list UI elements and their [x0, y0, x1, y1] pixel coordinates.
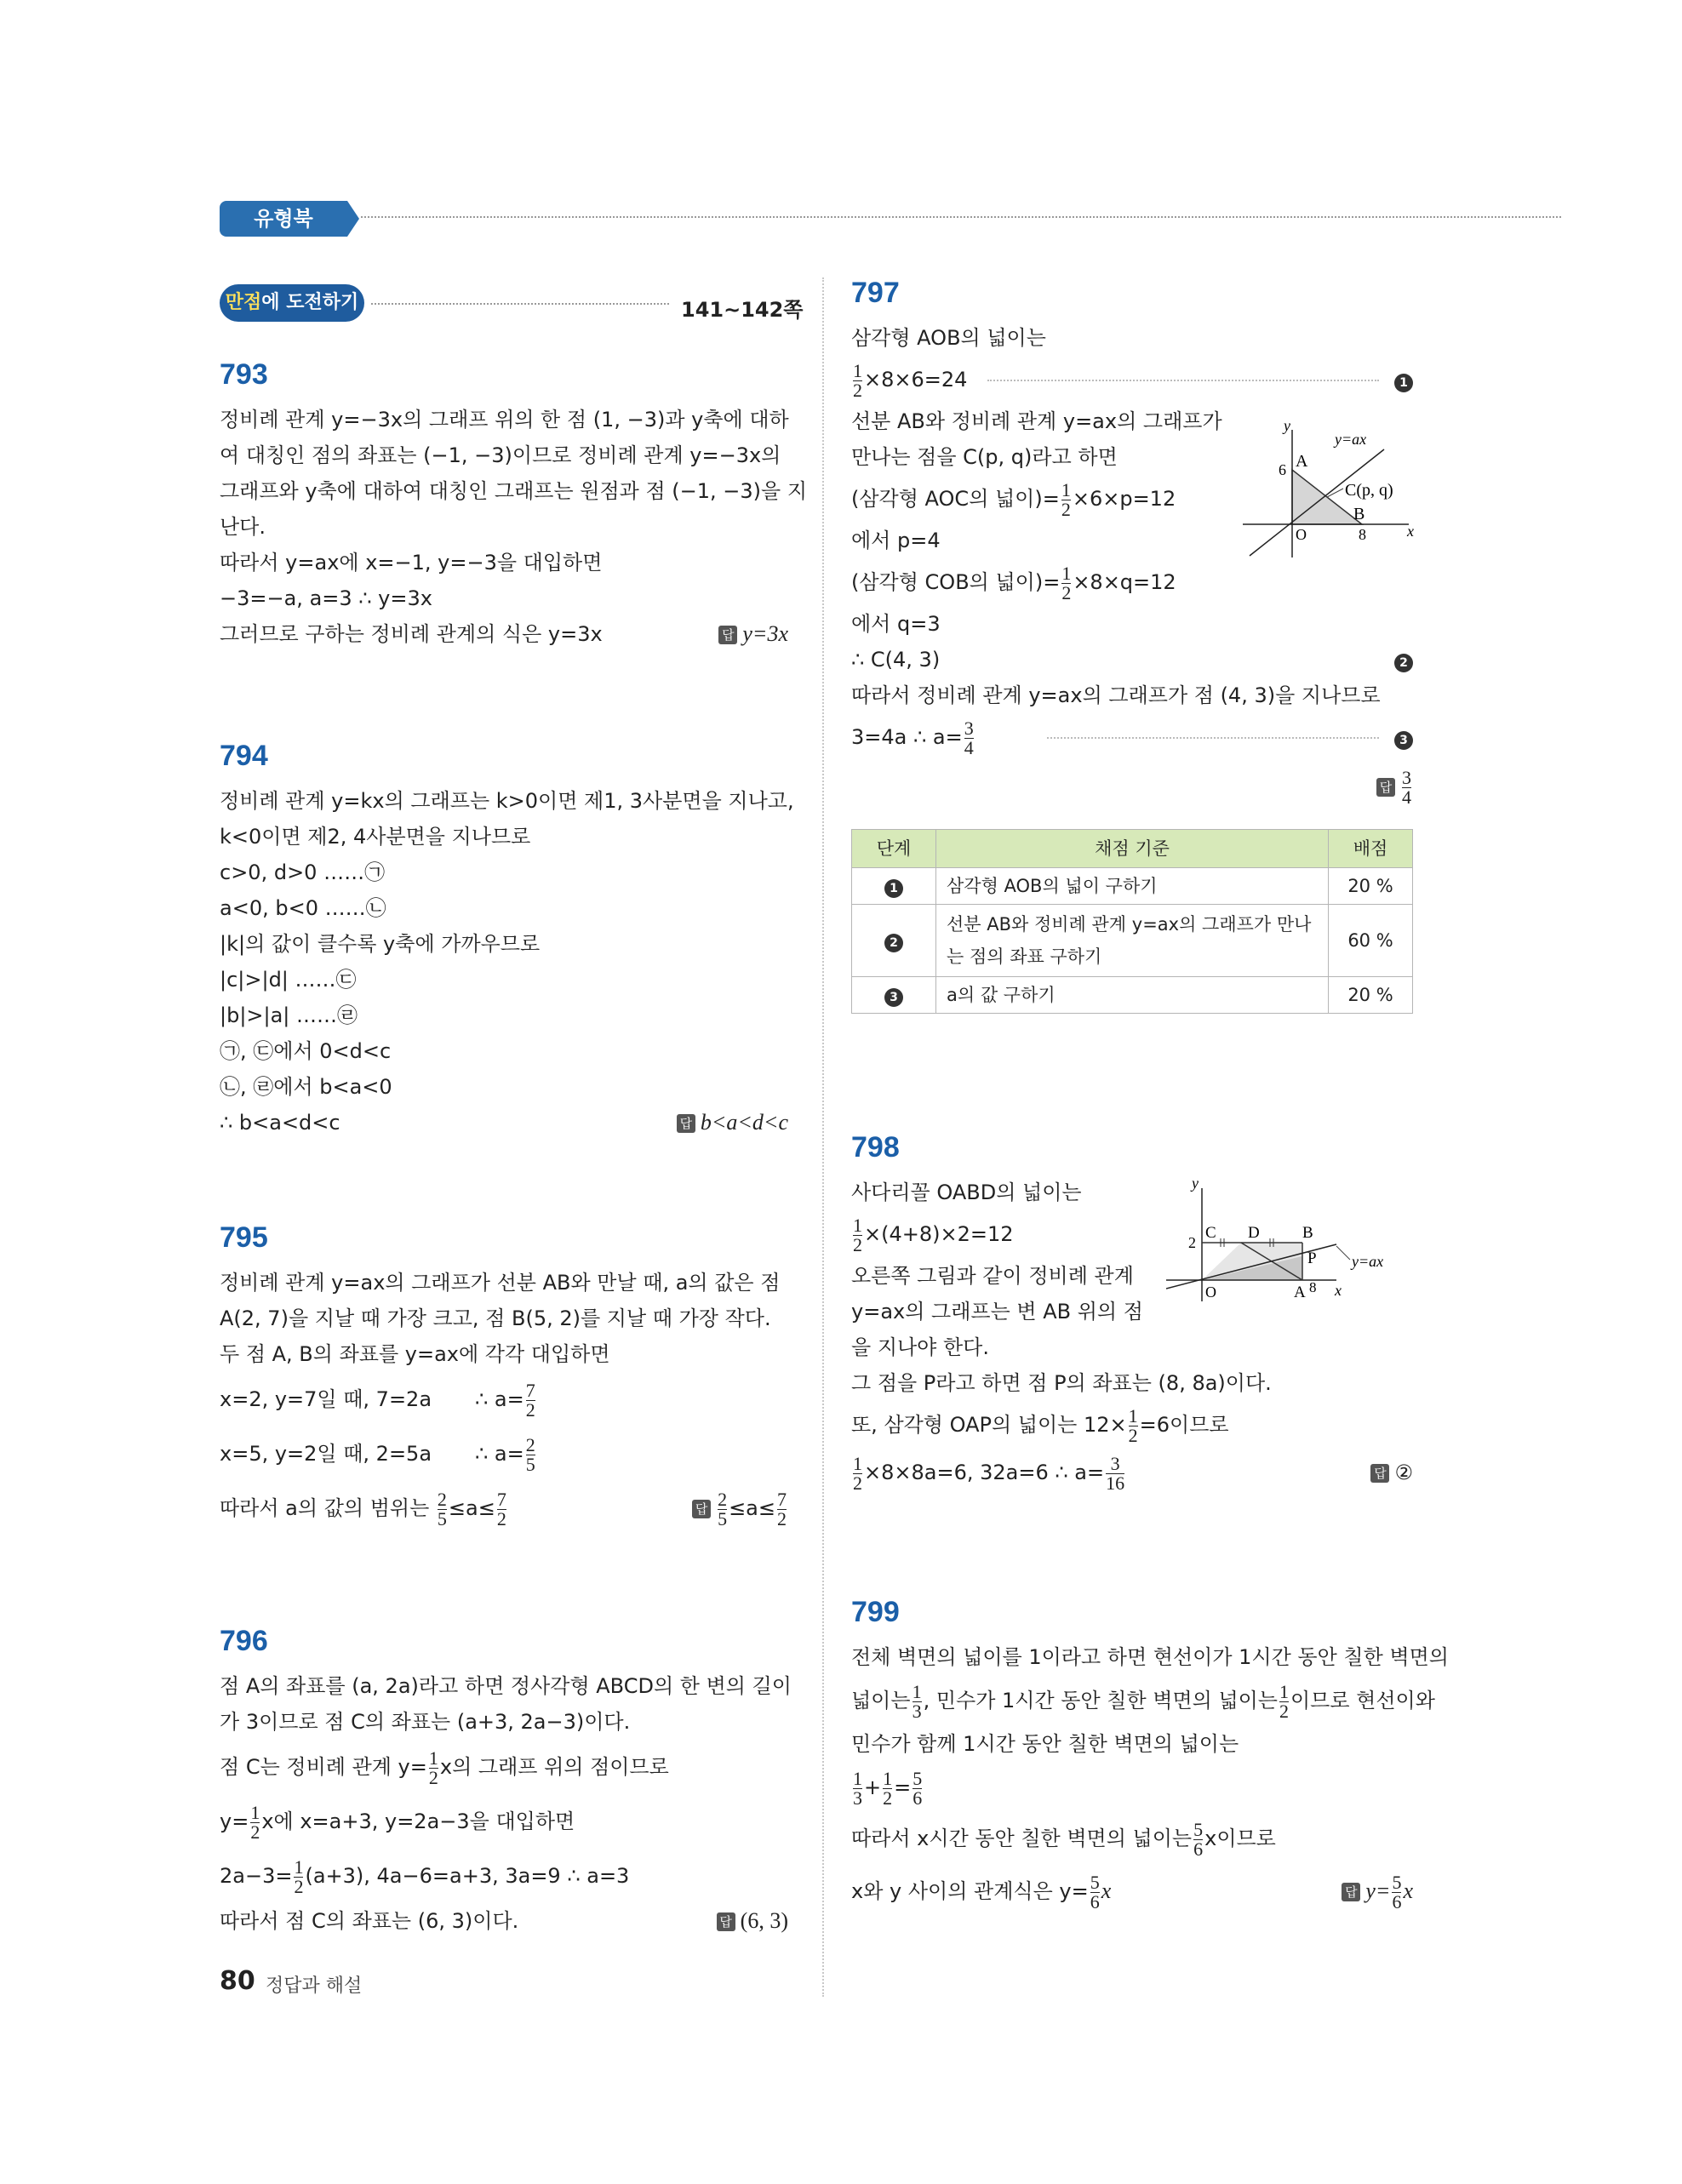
- equation-left: x=2, y=7일 때, 7=2a: [220, 1387, 432, 1411]
- text-part: (삼각형 COB의 넓이)=: [851, 570, 1061, 594]
- answer-value: b<a<d<c: [700, 1110, 788, 1135]
- numerator: 1: [853, 1767, 862, 1789]
- column-divider: [822, 277, 824, 1997]
- text-line-with-answer: [220, 1903, 788, 1939]
- denominator: 2: [1061, 498, 1071, 520]
- denominator: 5: [525, 1453, 535, 1475]
- answer-value: (6, 3): [740, 1908, 788, 1933]
- text-line: [851, 1675, 1435, 1726]
- numerator: 3: [964, 717, 974, 739]
- step-circle: 3: [884, 988, 903, 1007]
- numerator: 7: [777, 1488, 787, 1510]
- leader-dots: [1047, 737, 1379, 739]
- text-line: 두 점 A, B의 좌표를 y=ax에 각각 대입하면: [220, 1342, 610, 1366]
- table-cell: [852, 905, 936, 977]
- text-part: x의 그래프 위의 점이므로: [439, 1755, 669, 1779]
- pill-label: 에 도전하기: [261, 292, 359, 313]
- step-circle: 1: [884, 879, 903, 898]
- numerator: 1: [1061, 478, 1071, 500]
- text-line: 점 A의 좌표를 (a, 2a)라고 하면 정사각형 ABCD의 한 변의 길이: [220, 1674, 792, 1698]
- text-line: 난다.: [220, 515, 266, 539]
- fraction: [1128, 1404, 1138, 1446]
- text-line: ∴ b<a<d<c: [220, 1111, 340, 1135]
- denominator: 3: [853, 1787, 862, 1809]
- tick-8: 8: [1359, 526, 1366, 543]
- step-circle: 3: [1394, 731, 1413, 750]
- text-part: 점 C는 정비례 관계 y=: [220, 1755, 427, 1779]
- problem-number: 795: [220, 1221, 268, 1254]
- problem-795: [220, 1219, 788, 1535]
- point-p-label: P: [1307, 1249, 1317, 1267]
- text-line: [851, 356, 1413, 403]
- pill-highlight: 만점: [225, 292, 262, 313]
- answer-badge: 답: [1370, 1464, 1389, 1483]
- text-line: 선분 AB와 정비례 관계 y=ax의 그래프가: [851, 409, 1222, 433]
- equation-line: [851, 1762, 1413, 1813]
- text-line: [851, 1401, 1413, 1449]
- answer-badge: 답: [718, 626, 737, 644]
- fraction: [497, 1490, 506, 1529]
- problem-797: [851, 274, 1413, 1014]
- denominator: 2: [777, 1507, 787, 1529]
- cell-line: 는 점의 좌표 구하기: [947, 946, 1102, 967]
- numerator: 2: [718, 1488, 728, 1510]
- graph-797: [1234, 417, 1422, 562]
- table-header: 배점: [1329, 830, 1413, 868]
- point-c-label: C: [1205, 1224, 1216, 1242]
- problem-number: 797: [851, 277, 900, 309]
- text-line: [851, 642, 1413, 677]
- text-part: ×8×6=24: [864, 368, 968, 392]
- numerator: 5: [1090, 1871, 1100, 1893]
- problem-number: 799: [851, 1596, 900, 1628]
- tick-6: 6: [1279, 461, 1286, 478]
- fraction: [883, 1769, 892, 1808]
- fraction: [912, 1680, 922, 1722]
- range-text: 따라서 a의 값의 범위는: [220, 1496, 430, 1520]
- numerator: 1: [250, 1801, 260, 1823]
- denominator: 2: [496, 1507, 506, 1529]
- tick-8: 8: [1309, 1279, 1317, 1295]
- operator: =: [894, 1775, 912, 1799]
- denominator: 2: [853, 1472, 862, 1494]
- denominator: 3: [912, 1700, 922, 1722]
- numerator: 1: [1061, 562, 1072, 584]
- origin-label: O: [1205, 1284, 1216, 1301]
- answer-badge: 답: [677, 1114, 695, 1133]
- problem-number: 798: [851, 1131, 900, 1163]
- step-2-marker: [1394, 642, 1413, 677]
- problem-794: [220, 737, 794, 1141]
- text-line: |k|의 값이 클수록 y축에 가까우므로: [220, 932, 541, 956]
- header-rule: [361, 216, 1561, 218]
- denominator: 2: [1279, 1700, 1289, 1722]
- denominator: 2: [525, 1398, 535, 1421]
- axis-label-y: y: [1192, 1178, 1199, 1192]
- text-line: 정비례 관계 y=kx의 그래프는 k>0이면 제1, 3사분면을 지나고,: [220, 789, 794, 813]
- axis-label-x: x: [1335, 1282, 1342, 1299]
- text-line: 민수가 함께 1시간 동안 칠한 벽면의 넓이는: [851, 1732, 1239, 1756]
- point-b-label: B: [1353, 505, 1365, 523]
- point-a-label: A: [1294, 1284, 1306, 1301]
- answer: [718, 616, 788, 652]
- scoring-table-wrap: [851, 829, 1413, 1014]
- equation-left: x=5, y=2일 때, 2=5a: [220, 1442, 432, 1466]
- leader-line: [1336, 1246, 1350, 1260]
- text-line: ㉡, ㉣에서 b<a<0: [220, 1075, 392, 1099]
- answer: [1342, 1864, 1413, 1918]
- table-row: [852, 868, 1413, 905]
- denominator: 6: [913, 1787, 923, 1809]
- denominator: 2: [294, 1875, 304, 1897]
- text-part: (a+3), 4a−6=a+3, 3a=9 ∴ a=3: [305, 1864, 630, 1888]
- text-line: [220, 1740, 788, 1794]
- text-line-with-answer: [851, 1864, 1413, 1918]
- text-line: 에서 q=3: [851, 612, 941, 636]
- answer-badge: 답: [1376, 778, 1395, 797]
- step-3-marker: [1394, 713, 1413, 761]
- numerator: 1: [912, 1680, 922, 1702]
- line-label: y=ax: [1335, 431, 1367, 448]
- answer-value: x: [1403, 1878, 1413, 1903]
- text-line: 오른쪽 그림과 같이 정비례 관계: [851, 1264, 1134, 1288]
- denominator: 2: [853, 1233, 862, 1255]
- text-line: 그 점을 P라고 하면 점 P의 좌표는 (8, 8a)이다.: [851, 1371, 1272, 1395]
- text-part: ∴ C(4, 3): [851, 648, 941, 672]
- denominator: 2: [428, 1766, 438, 1788]
- origin-label: O: [1296, 526, 1307, 543]
- text-line: 여 대칭인 점의 좌표는 (−1, −3)이므로 정비례 관계 y=−3x의: [220, 443, 781, 467]
- fraction: [1392, 1873, 1401, 1912]
- denominator: 2: [1128, 1424, 1138, 1446]
- fraction: [853, 1452, 862, 1494]
- denominator: 2: [883, 1787, 893, 1809]
- denominator: 5: [437, 1507, 447, 1529]
- numerator: 5: [1392, 1871, 1402, 1893]
- problem-number: 793: [220, 358, 268, 391]
- numerator: 1: [1279, 1680, 1289, 1702]
- fraction: [438, 1490, 447, 1529]
- denominator: 6: [1090, 1890, 1100, 1912]
- answer: [1370, 1449, 1413, 1496]
- text-part: x와 y 사이의 관계식은 y=: [851, 1879, 1089, 1903]
- text-line: a<0, b<0 ……㉡: [220, 896, 386, 920]
- fraction: [250, 1801, 260, 1843]
- text-line: 전체 벽면의 넓이를 1이라고 하면 현선이가 1시간 동안 칠한 벽면의: [851, 1645, 1449, 1669]
- fraction: [1106, 1452, 1125, 1494]
- text-line: y=ax의 그래프는 변 AB 위의 점: [851, 1300, 1143, 1324]
- table-row: [852, 905, 1413, 977]
- table-cell: 20 %: [1329, 977, 1413, 1014]
- axis-label-x: x: [1407, 523, 1414, 540]
- denominator: 5: [718, 1507, 728, 1529]
- text-line-with-answer: [851, 1449, 1413, 1496]
- text-line: [851, 1813, 1413, 1864]
- text-line: 가 3이므로 점 C의 좌표는 (a+3, 2a−3)이다.: [220, 1710, 631, 1734]
- leader-dots: [987, 380, 1379, 381]
- numerator: 7: [525, 1379, 535, 1401]
- text-part: ×6×p=12: [1072, 487, 1176, 511]
- text-line: 만나는 점을 C(p, q)라고 하면: [851, 445, 1118, 469]
- answer: [692, 1481, 788, 1535]
- numerator: 1: [428, 1747, 438, 1769]
- numerator: 1: [853, 359, 862, 381]
- numerator: 2: [437, 1488, 447, 1510]
- text-line-with-answer: [220, 1481, 788, 1535]
- text-line: 을 지나야 한다.: [851, 1335, 989, 1359]
- section-tag: 유형북: [220, 201, 347, 237]
- fraction: [913, 1769, 922, 1808]
- axis-label-y: y: [1284, 417, 1290, 434]
- text-line-with-answer: [220, 616, 788, 652]
- numerator: 2: [525, 1433, 535, 1455]
- text-line: [220, 1794, 788, 1849]
- page-range: 141~142쪽: [681, 298, 804, 322]
- scoring-table: [851, 829, 1413, 1014]
- pill-rule: [371, 303, 669, 305]
- denominator: 4: [964, 736, 974, 758]
- section-tag-arrow: [347, 201, 359, 237]
- text-line: 정비례 관계 y=−3x의 그래프 위의 한 점 (1, −3)과 y축에 대하: [220, 408, 789, 432]
- point-c-label: C(p, q): [1345, 481, 1393, 500]
- answer: [717, 1903, 788, 1939]
- equation-text: ∴ a=: [475, 1387, 524, 1411]
- numerator: 1: [883, 1767, 893, 1789]
- problem-799: [851, 1593, 1449, 1918]
- fraction: [853, 1216, 862, 1255]
- text-part: x이므로: [1204, 1827, 1276, 1850]
- text-line: 정비례 관계 y=ax의 그래프가 선분 AB와 만날 때, a의 값은 점: [220, 1271, 781, 1295]
- numerator: 1: [853, 1214, 862, 1236]
- line-label: y=ax: [1352, 1253, 1384, 1270]
- answer-value: y=: [1365, 1878, 1391, 1903]
- text-line: 따라서 정비례 관계 y=ax의 그래프가 점 (4, 3)을 지나므로: [851, 683, 1381, 707]
- text-line: |c|>|d| ……㉢: [220, 968, 357, 992]
- answer-badge: 답: [1342, 1883, 1360, 1901]
- text-part: y=: [220, 1810, 249, 1833]
- table-cell: 삼각형 AOB의 넓이 구하기: [936, 868, 1329, 905]
- problem-number: 794: [220, 740, 268, 772]
- challenge-pill: [220, 284, 364, 322]
- numerator: 1: [1128, 1404, 1138, 1426]
- range-mid: ≤a≤: [729, 1496, 775, 1520]
- fraction: [1193, 1818, 1204, 1860]
- fraction: [294, 1855, 304, 1897]
- fraction: [1279, 1680, 1289, 1722]
- denominator: 6: [1193, 1838, 1204, 1860]
- fraction: [853, 1769, 862, 1808]
- operator: +: [864, 1775, 882, 1799]
- table-header-row: [852, 830, 1413, 868]
- fraction: [1061, 478, 1071, 520]
- text-line: |b|>|a| ……㉣: [220, 1003, 358, 1027]
- graph-798: [1166, 1178, 1422, 1306]
- table-cell: [936, 905, 1329, 977]
- numerator: 1: [853, 1452, 862, 1474]
- text-part: , 민수가 1시간 동안 칠한 벽면의 넓이는: [923, 1689, 1278, 1712]
- range-mid: ≤a≤: [448, 1496, 495, 1520]
- equation-line: [220, 1426, 788, 1481]
- fraction: [853, 359, 862, 401]
- point-b-label: B: [1302, 1224, 1313, 1242]
- step-circle: 2: [884, 934, 903, 952]
- table-cell: 20 %: [1329, 868, 1413, 905]
- equation-right: [475, 1426, 537, 1481]
- text-part: 3=4a ∴ a=: [851, 725, 963, 749]
- text-line: c>0, d>0 ……㉠: [220, 860, 386, 884]
- equation-line: [220, 1372, 788, 1426]
- problem-796: [220, 1622, 792, 1939]
- text-line: [851, 558, 1413, 606]
- table-header: 채점 기준: [936, 830, 1329, 868]
- text-line: 따라서 y=ax에 x=−1, y=−3을 대입하면: [220, 551, 603, 575]
- denominator: 2: [250, 1821, 260, 1843]
- text-line: 그러므로 구하는 정비례 관계의 식은 y=3x: [220, 622, 603, 646]
- problem-793: [220, 356, 808, 652]
- fraction: [718, 1490, 727, 1529]
- denominator: 4: [1402, 786, 1411, 808]
- text-line: −3=−a, a=3 ∴ y=3x: [220, 586, 432, 610]
- text-line: [220, 1849, 788, 1903]
- answer: [677, 1105, 788, 1141]
- text-line: [851, 713, 1413, 761]
- answer: [1376, 761, 1413, 812]
- table-row: [852, 977, 1413, 1014]
- fraction: [777, 1490, 787, 1529]
- text-line: 그래프와 y축에 대하여 대칭인 그래프는 원점과 점 (−1, −3)을 지: [220, 479, 808, 503]
- equation-text: ∴ a=: [475, 1442, 524, 1466]
- problem-number: 796: [220, 1625, 268, 1657]
- fraction: [1061, 564, 1071, 603]
- text-part: 넓이는: [851, 1689, 911, 1712]
- fraction: [526, 1381, 535, 1420]
- equation-right: [475, 1372, 537, 1426]
- tick-2: 2: [1188, 1234, 1196, 1251]
- answer-value: y=3x: [742, 621, 788, 646]
- fraction: [964, 719, 974, 758]
- text-part: x에 x=a+3, y=2a−3을 대입하면: [261, 1810, 575, 1833]
- text-line: 따라서 점 C의 좌표는 (6, 3)이다.: [220, 1909, 519, 1933]
- fraction: [525, 1433, 535, 1475]
- text-part: 이므로 현선이와: [1290, 1689, 1435, 1712]
- fraction: [429, 1749, 438, 1787]
- table-cell: [852, 868, 936, 905]
- step-circle: 2: [1394, 654, 1413, 672]
- numerator: 3: [1110, 1452, 1120, 1474]
- denominator: 6: [1392, 1890, 1402, 1912]
- point-d-label: D: [1248, 1224, 1260, 1242]
- table-cell: a의 값 구하기: [936, 977, 1329, 1014]
- numerator: 5: [1193, 1818, 1204, 1840]
- text-part: 또, 삼각형 OAP의 넓이는 12×: [851, 1413, 1127, 1437]
- text-part: =6이므로: [1139, 1413, 1229, 1437]
- text-line: ㉠, ㉢에서 0<d<c: [220, 1039, 392, 1063]
- text-line: A(2, 7)을 지날 때 가장 크고, 점 B(5, 2)를 지날 때 가장 작다.: [220, 1306, 771, 1330]
- text-part: ×(4+8)×2=12: [864, 1222, 1014, 1246]
- numerator: 3: [1402, 766, 1411, 788]
- answer-badge: 답: [692, 1500, 711, 1518]
- text-part: x: [1101, 1878, 1112, 1903]
- denominator: 16: [1106, 1472, 1125, 1494]
- text-line-with-answer: [220, 1105, 788, 1141]
- text-part: ×8×8a=6, 32a=6 ∴ a=: [864, 1461, 1105, 1484]
- answer-line: [851, 761, 1413, 812]
- text-part: 따라서 x시간 동안 칠한 벽면의 넓이는: [851, 1827, 1193, 1850]
- text-part: 2a−3=: [220, 1864, 293, 1888]
- text-line: 에서 p=4: [851, 529, 941, 552]
- denominator: 2: [853, 379, 862, 401]
- numerator: 1: [294, 1855, 304, 1878]
- step-1-marker: [1394, 356, 1413, 403]
- answer-badge: 답: [717, 1912, 735, 1931]
- step-circle: 1: [1394, 374, 1413, 392]
- table-cell: [852, 977, 936, 1014]
- table-header: 단계: [852, 830, 936, 868]
- point-a-label: A: [1296, 452, 1308, 471]
- numerator: 7: [496, 1488, 506, 1510]
- text-part: ×8×q=12: [1073, 570, 1176, 594]
- cell-line: 선분 AB와 정비례 관계 y=ax의 그래프가 만나: [947, 914, 1312, 935]
- fraction: [1402, 766, 1411, 808]
- denominator: 2: [1061, 581, 1072, 603]
- answer-value: ②: [1394, 1461, 1413, 1484]
- page-number: 80: [220, 1966, 255, 1996]
- text-part: (삼각형 AOC의 넓이)=: [851, 487, 1060, 511]
- fraction: [1090, 1873, 1100, 1912]
- text-line: 사다리꼴 OABD의 넓이는: [851, 1181, 1082, 1204]
- footer-label: 정답과 해설: [266, 1975, 363, 1997]
- text-line: 삼각형 AOB의 넓이는: [851, 326, 1046, 350]
- numerator: 5: [913, 1767, 923, 1789]
- table-cell: 60 %: [1329, 905, 1413, 977]
- text-line: k<0이면 제2, 4사분면을 지나므로: [220, 825, 531, 849]
